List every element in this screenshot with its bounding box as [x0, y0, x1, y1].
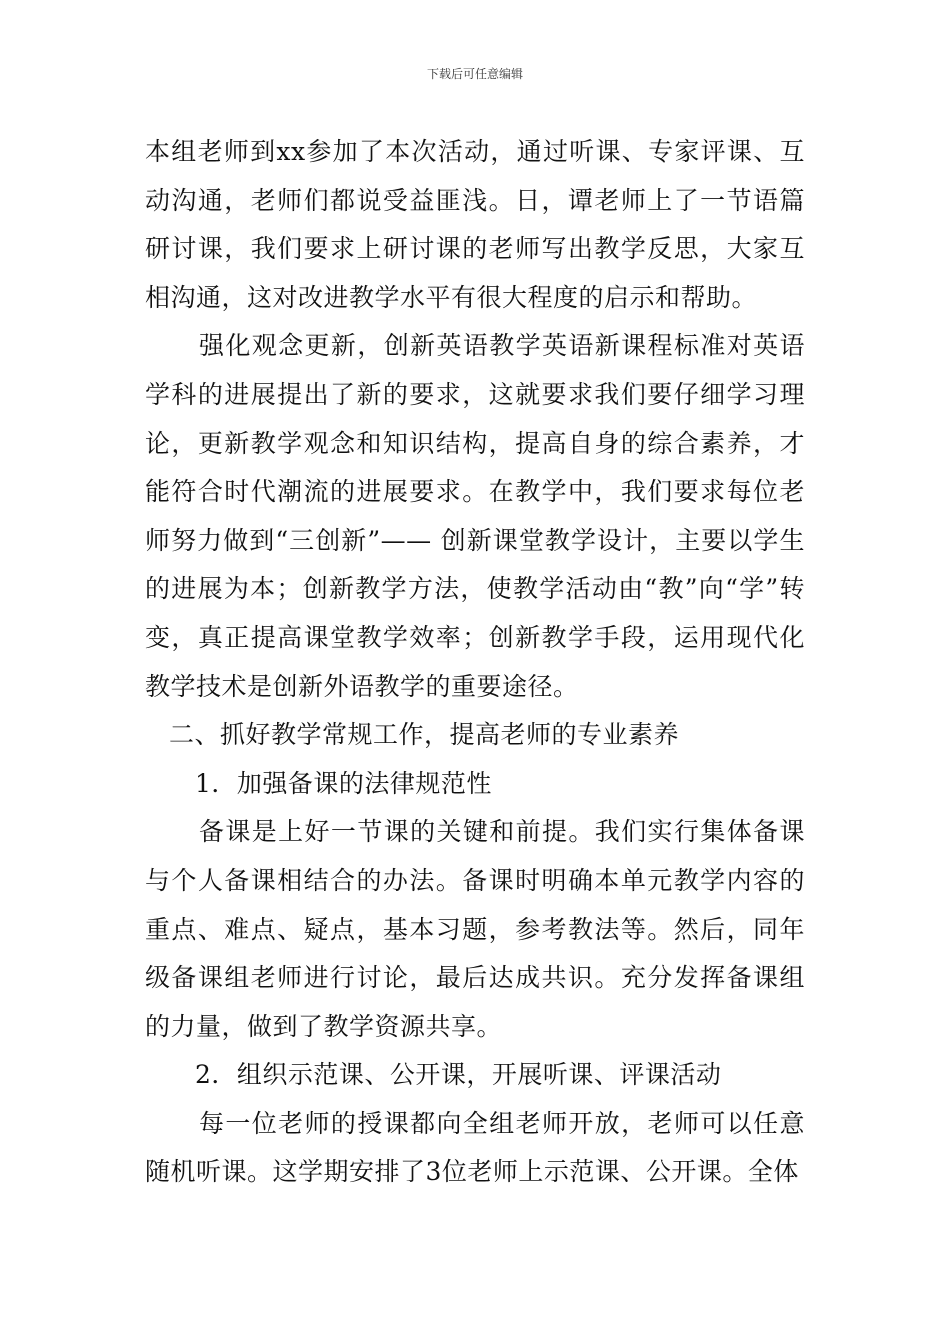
- paragraph-open-classes: 每一位老师的授课都向全组老师开放，老师可以任意随机听课。这学期安排了3位老师上示范课、公开课。全体: [145, 1108, 805, 1187]
- subheading-lesson-preparation: 1．加强备课的法律规范性: [195, 768, 492, 798]
- subheading-demo-lessons: 2．组织示范课、公开课，开展听课、评课活动: [195, 1060, 722, 1090]
- paragraph-activity-summary: 本组老师到xx参加了本次活动，通过听课、专家评课、互动沟通，老师们都说受益匪浅。日，谭老师上了一节语篇研讨课，我们要求上研讨课的老师写出教学反思，大家互相沟通，这对改进教学水平有很大程度的启示和帮助。: [145, 137, 805, 312]
- paragraph-concept-renewal: 强化观念更新，创新英语教学英语新课程标准对英语学科的进展提出了新的要求，这就要求我们要仔细学习理论，更新教学观念和知识结构，提高自身的综合素养，才能符合时代潮流的进展要求。在教学中，我们要求每位老师努力做到“三创新”—— 创新课堂教学设计，主要以学生的进展为本；创新教学方法，使教学活动由“教”向“学”转变，真正提高课堂教学效率；创新教学手段，运用现代化教学技术是创新外语教学的重要途径。: [145, 331, 805, 701]
- section-heading-teaching-routine: 二、抓好教学常规工作，提高老师的专业素养: [169, 720, 680, 750]
- paragraph-lesson-preparation: 备课是上好一节课的关键和前提。我们实行集体备课与个人备课相结合的办法。备课时明确本单元教学内容的重点、难点、疑点，基本习题，参考教法等。然后，同年级备课组老师进行讨论，最后达成共识。充分发挥备课组的力量，做到了教学资源共享。: [145, 817, 805, 1041]
- page-header-note: 下载后可任意编辑: [426, 67, 523, 81]
- document-body: [145, 128, 805, 1197]
